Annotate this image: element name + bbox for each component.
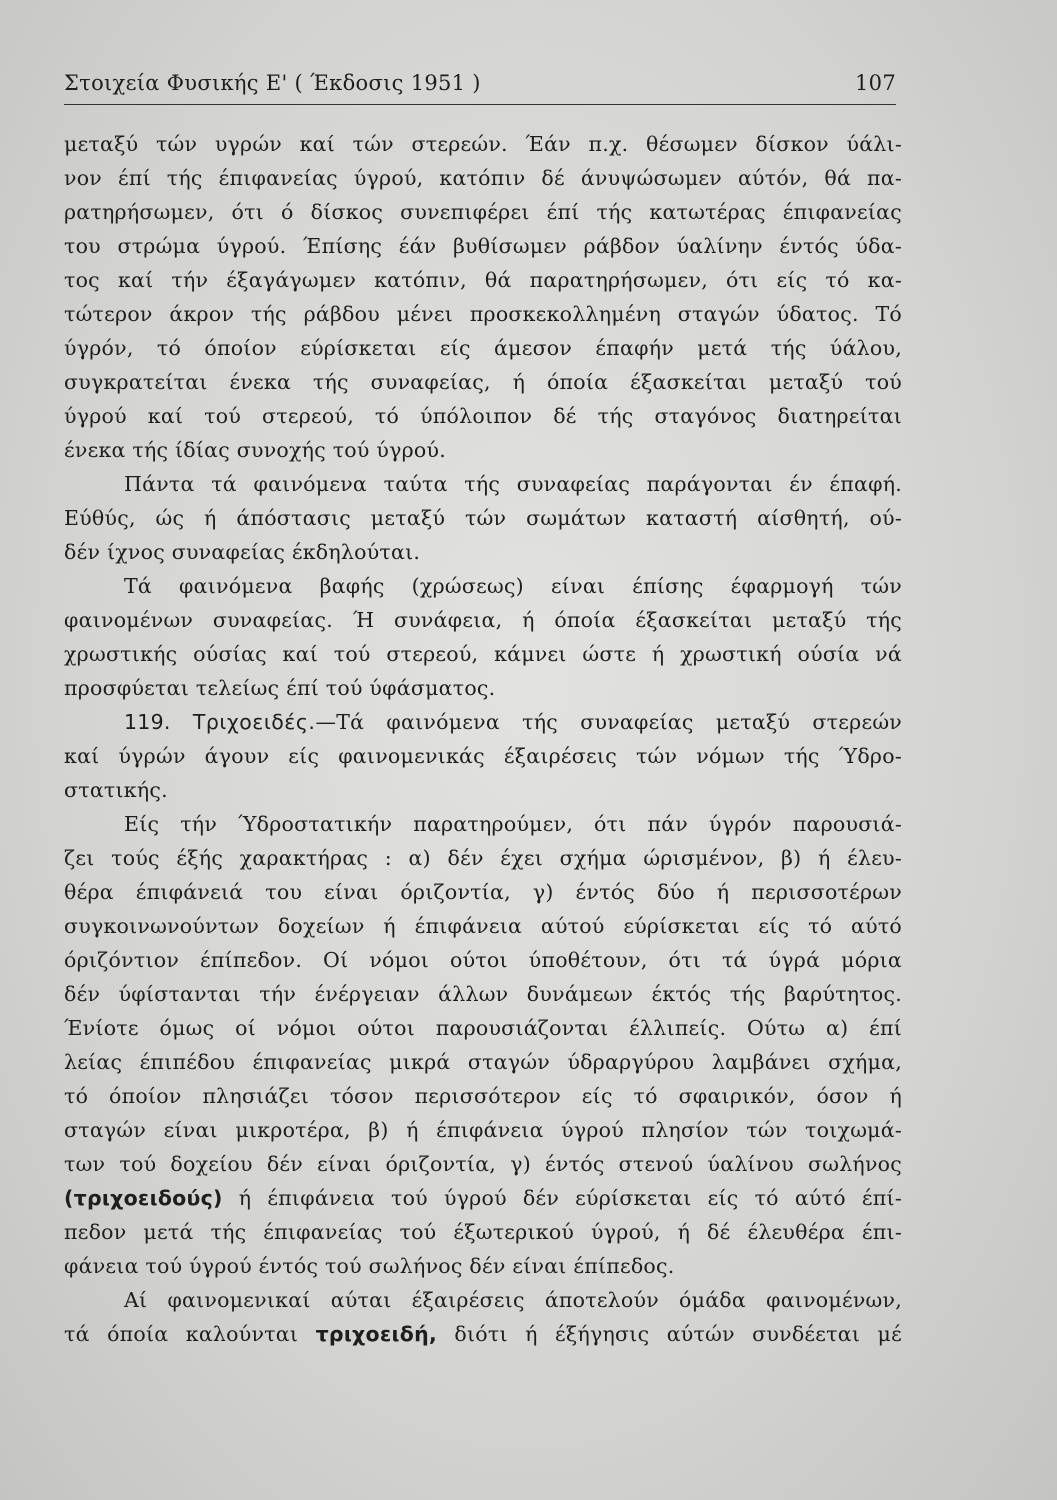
section-heading-line (64, 705, 902, 739)
section-text: —Τά φαινόμενα τής συναφείας μεταξύ στερεών (315, 710, 902, 734)
text-line: Αί φαινομενικαί αύται έξαιρέσεις άποτελούν όμάδα φαινομένων, (124, 1288, 902, 1312)
text-line: χρωστικής ούσίας καί τού στερεού, κάμνει ώστε ή χρωστική ούσία νά (64, 642, 902, 666)
text-line: των τού δοχείου δέν είναι όριζοντία, γ) έντός στενού ύαλίνου σωλήνος (64, 1152, 902, 1176)
text-span: ή έπιφάνεια τού ύγρού δέν εύρίσκεται είς τό αύτό έπί- (222, 1186, 902, 1210)
book-title: Στοιχεία Φυσικής Ε' ( Έκδοσις 1951 ) (64, 71, 481, 95)
bold-term: τριχοειδή, (315, 1322, 437, 1346)
page-number: 107 (855, 71, 896, 95)
text-line: ύγρού καί τού στερεού, τό ύπόλοιπον δέ τής σταγόνος διατηρείται (64, 404, 902, 428)
text-line: μεταξύ τών υγρών καί τών στερεών. Έάν π.χ. θέσωμεν δίσκον ύάλι- (64, 132, 902, 156)
text-line: νον έπί τής έπιφανείας ύγρού, κατόπιν δέ άνυψώσωμεν αύτόν, θά πα- (64, 166, 902, 190)
text-line: προσφύεται τελείως έπί τού ύφάσματος. (64, 676, 496, 700)
text-line: σταγών είναι μικροτέρα, β) ή έπιφάνεια ύγρού πλησίον τών τοιχωμά- (64, 1118, 902, 1142)
text-line: συγκρατείται ένεκα τής συναφείας, ή όποία έξασκείται μεταξύ τού (64, 370, 902, 394)
bold-term: (τριχοειδούς) (64, 1186, 223, 1210)
text-line: λείας έπιπέδου έπιφανείας μικρά σταγών ύδραργύρου λαμβάνει σχήμα, (64, 1050, 902, 1074)
text-line: φαινομένων συναφείας. Ή συνάφεια, ή όποία έξασκείται μεταξύ τής (64, 608, 902, 632)
text-line: θέρα έπιφάνειά του είναι όριζοντία, γ) έντός δύο ή περισσοτέρων (64, 880, 902, 904)
text-line: δέν ίχνος συναφείας έκδηλούται. (64, 540, 421, 564)
text-line: τος καί τήν έξαγάγωμεν κατόπιν, θά παρατηρήσωμεν, ότι είς τό κα- (64, 268, 902, 292)
text-line: τό όποίον πλησιάζει τόσον περισσότερον είς τό σφαιρικόν, όσον ή (64, 1084, 902, 1108)
text-line: ρατηρήσωμεν, ότι ό δίσκος συνεπιφέρει έπί τής κατωτέρας έπιφανείας (64, 200, 902, 224)
text-line: Πάντα τά φαινόμενα ταύτα τής συναφείας παράγονται έν έπαφή. (124, 472, 902, 496)
text-span: τά όποία καλούνται (64, 1322, 316, 1346)
text-line: ζει τούς έξής χαρακτήρας : α) δέν έχει σχήμα ώρισμένον, β) ή έλευ- (64, 846, 902, 870)
text-line: φάνεια τού ύγρού έντός τού σωλήνος δέν είναι έπίπεδος. (64, 1254, 675, 1278)
text-line: ένεκα τής ίδίας συνοχής τού ύγρού. (64, 438, 446, 462)
text-line: δέν ύφίστανται τήν ένέργειαν άλλων δυνάμεων έκτός τής βαρύτητος. (64, 982, 902, 1006)
text-line: Τά φαινόμενα βαφής (χρώσεως) είναι έπίσης έφαρμογή τών (124, 574, 902, 598)
text-line: του στρώμα ύγρού. Έπίσης έάν βυθίσωμεν ράβδον ύαλίνην έντός ύδα- (64, 234, 902, 258)
text-line: όριζόντιον έπίπεδον. Οί νόμοι ούτοι ύποθέτουν, ότι τά ύγρά μόρια (64, 948, 902, 972)
text-line: ύγρόν, τό όποίον εύρίσκεται είς άμεσον έπαφήν μετά τής ύάλου, (64, 336, 902, 360)
running-header (64, 71, 896, 105)
text-line: πεδον μετά τής έπιφανείας τού έξωτερικού ύγρού, ή δέ έλευθέρα έπι- (64, 1220, 902, 1244)
text-line: καί ύγρών άγουν είς φαινομενικάς έξαιρέσεις τών νόμων τής Ύδρο- (64, 744, 902, 768)
text-line: τώτερον άκρον τής ράβδου μένει προσκεκολλημένη σταγών ύδατος. Τό (64, 302, 902, 326)
text-line: Ένίοτε όμως οί νόμοι ούτοι παρουσιάζονται έλλιπείς. Ούτω α) έπί (64, 1016, 902, 1040)
section-number: 119. (124, 710, 171, 734)
text-line (64, 1181, 902, 1215)
text-line: Εύθύς, ώς ή άπόστασις μεταξύ τών σωμάτων καταστή αίσθητή, ού- (64, 506, 902, 530)
section-title: Τριχοειδές. (192, 710, 316, 734)
text-line: Είς τήν Ύδροστατικήν παρατηρούμεν, ότι πάν ύγρόν παρουσιά- (124, 812, 902, 836)
text-line (64, 1317, 902, 1351)
text-span: διότι ή έξήγησις αύτών συνδέεται μέ (436, 1322, 902, 1346)
text-line: στατικής. (64, 778, 168, 802)
text-line: συγκοινωνούντων δοχείων ή έπιφάνεια αύτού εύρίσκεται είς τό αύτό (64, 914, 902, 938)
header-rule (64, 104, 896, 105)
body-text (64, 127, 902, 1351)
